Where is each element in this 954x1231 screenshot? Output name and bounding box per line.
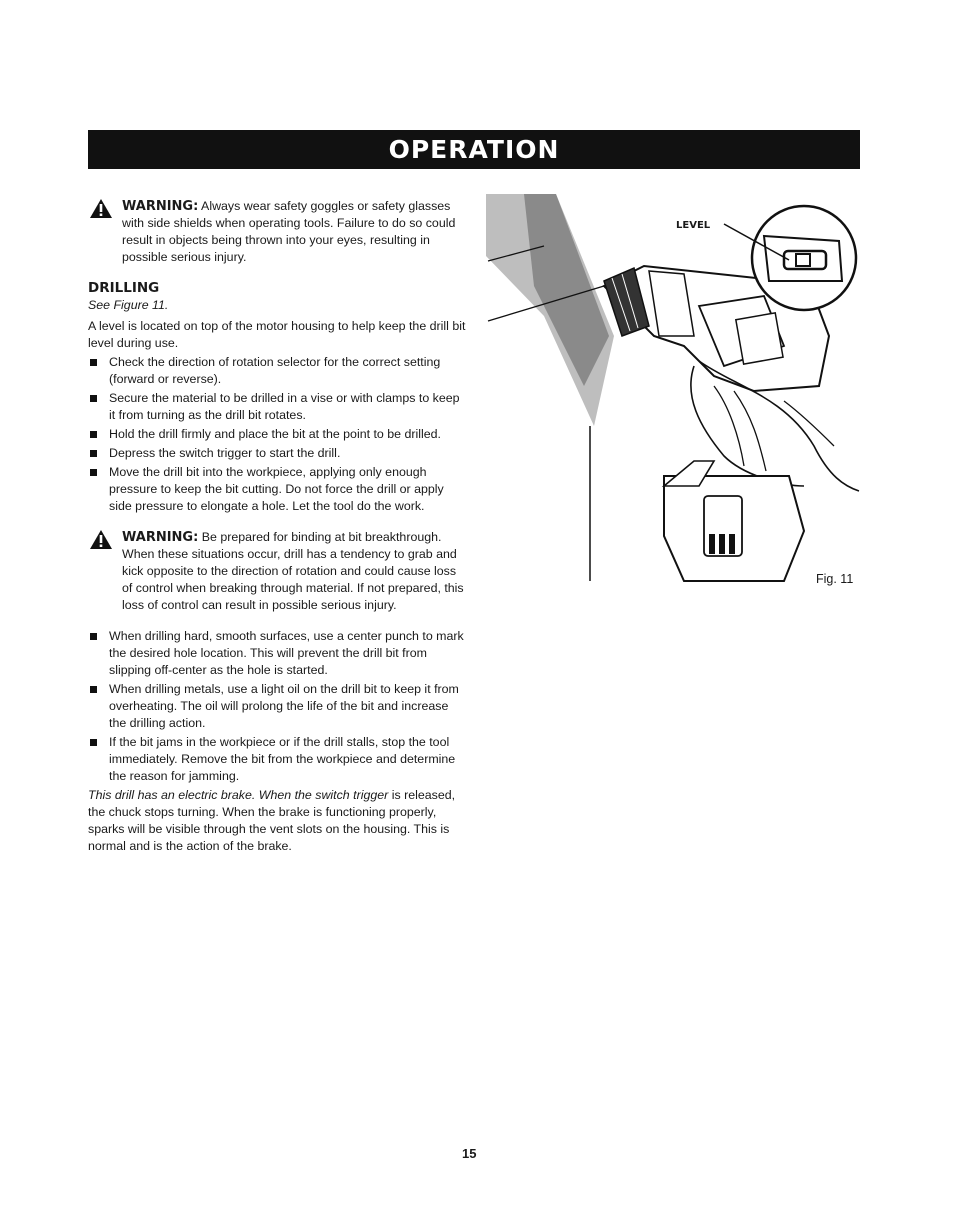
list-item: Depress the switch trigger to start the drill. (88, 445, 468, 462)
see-figure-ref: See Figure 11. (88, 298, 169, 312)
warning-binding (88, 529, 468, 614)
level-label: LEVEL (676, 220, 711, 231)
list-item: Check the direction of rotation selector for the correct setting (forward or reverse). (88, 354, 468, 388)
warning-text: Be prepared for binding at bit breakthrough. When these situations occur, drill has a tendency to grab and kick opposite to the direction of rotation and could cause loss of control when breaking through material. If not prepared, this loss of control can result in possible serious injury. (122, 530, 464, 612)
page-number: 15 (462, 1146, 477, 1161)
drilling-steps-list (88, 354, 468, 515)
brake-paragraph (88, 787, 468, 855)
warning-triangle-icon (90, 530, 112, 549)
list-item: If the bit jams in the workpiece or if the drill stalls, stop the tool immediately. Remove the bit from the workpiece and determine the reason for jamming. (88, 734, 468, 785)
drilling-intro: A level is located on top of the motor housing to help keep the drill bit level during use. (88, 319, 466, 350)
drilling-heading: DRILLING (88, 280, 160, 296)
section-header: OPERATION (88, 130, 860, 169)
brake-italic: This drill has an electric brake. When the switch trigger (88, 788, 389, 802)
warning-label: WARNING: (122, 199, 199, 214)
warning-label: WARNING: (122, 530, 199, 545)
list-item: Secure the material to be drilled in a vise or with clamps to keep it from turning as the drill bit rotates. (88, 390, 468, 424)
brake-text: is released, the chuck stops turning. When the brake is functioning properly, sparks will be visible through the vent slots on the housing. This is normal and is the action of the brake. (88, 788, 456, 853)
warning-triangle-icon (90, 199, 112, 218)
main-column (88, 198, 468, 855)
warning-text: Always wear safety goggles or safety glasses with side shields when operating tools. Failure to do so could result in objects being thrown into your eyes, resulting in possible serious injury. (122, 199, 456, 264)
list-item: When drilling hard, smooth surfaces, use a center punch to mark the desired hole location. This will prevent the drill bit from slipping off-center as the hole is started. (88, 628, 468, 679)
drill-illustration (484, 186, 864, 586)
list-item: Hold the drill firmly and place the bit at the point to be drilled. (88, 426, 468, 443)
warning-safety-goggles (88, 198, 468, 266)
list-item: When drilling metals, use a light oil on the drill bit to keep it from overheating. The oil will prolong the life of the bit and increase the drilling action. (88, 681, 468, 732)
list-item: Move the drill bit into the workpiece, applying only enough pressure to keep the bit cutting. Do not force the drill or apply side pressure to elongate a hole. Let the tool do the work. (88, 464, 468, 515)
figure-caption: Fig. 11 (816, 572, 854, 586)
drilling-tips-list (88, 628, 468, 785)
